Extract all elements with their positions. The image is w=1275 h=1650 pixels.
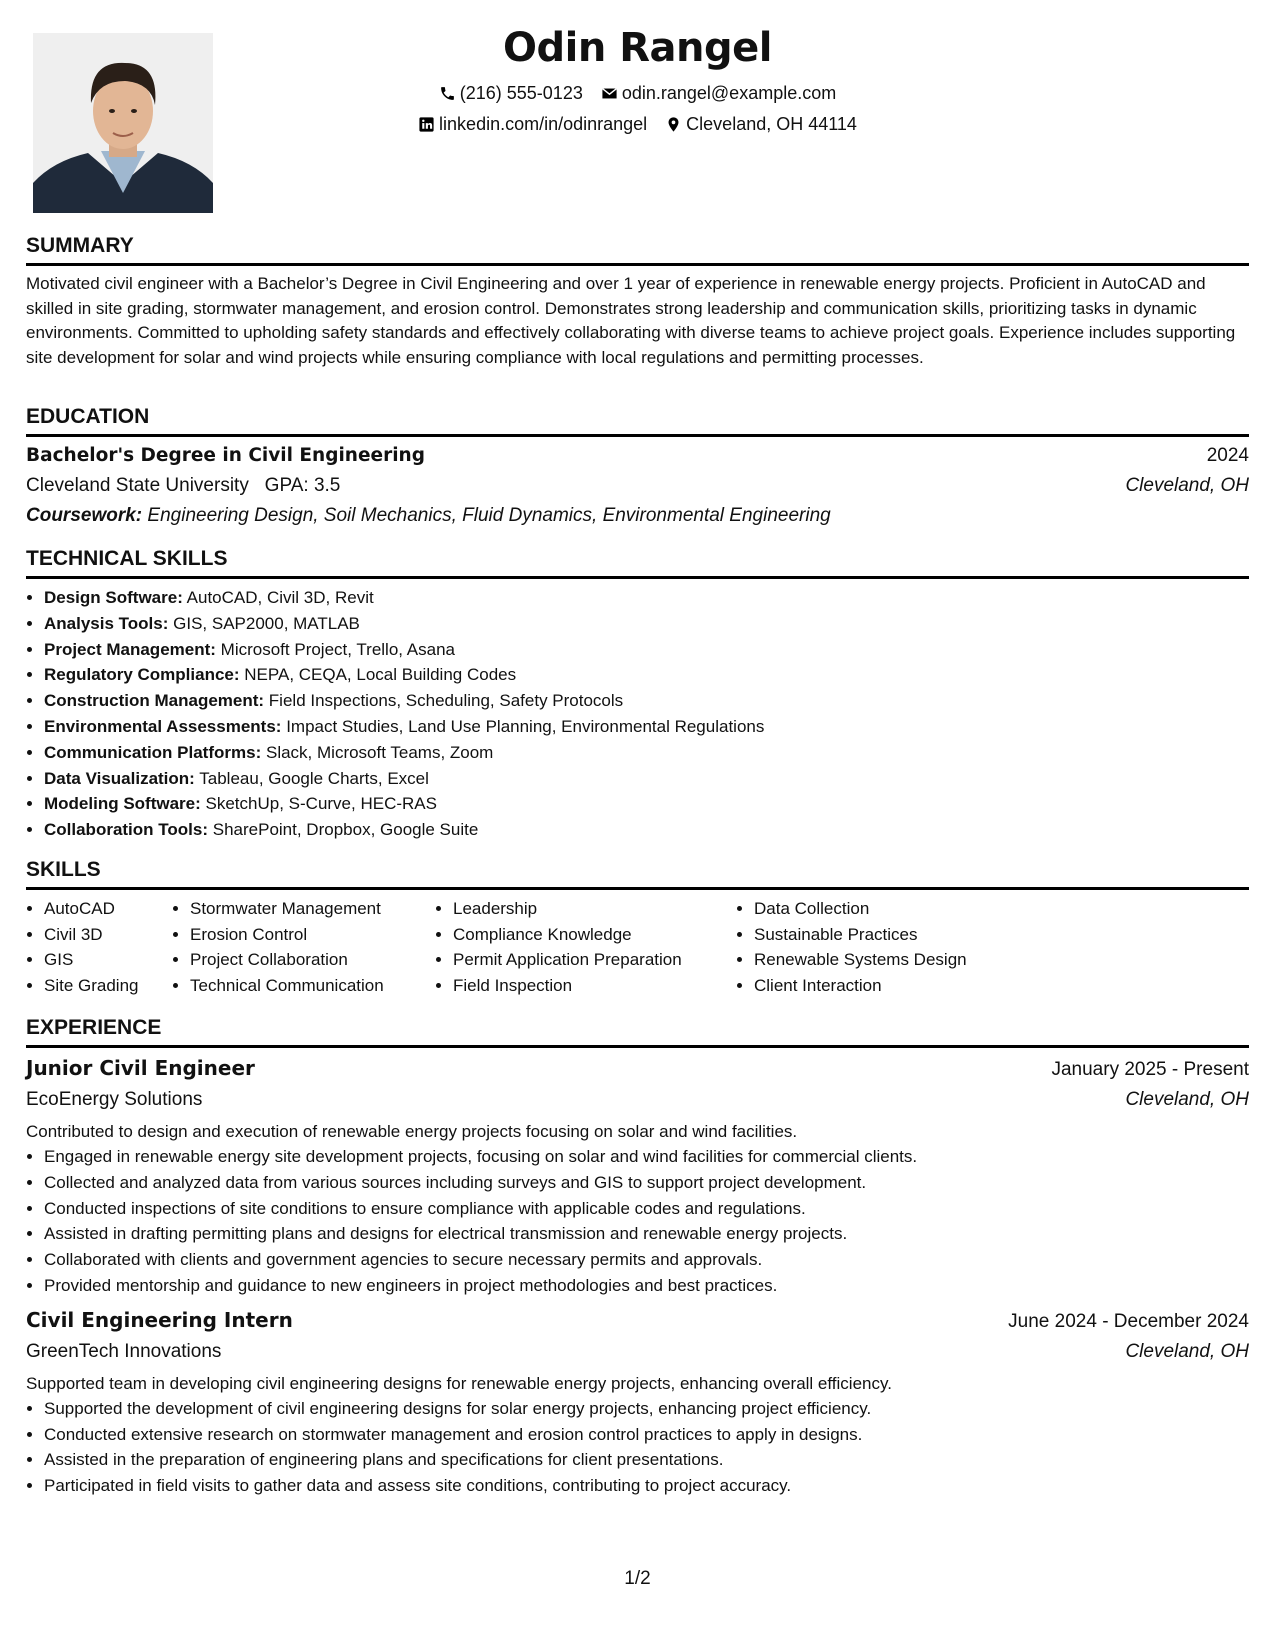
linkedin-icon: [418, 116, 435, 133]
job-location: Cleveland, OH: [1125, 1340, 1249, 1362]
coursework-label: Coursework:: [26, 505, 143, 526]
list-item: • Assisted in the preparation of engineering plans and specifications for client presentations.: [44, 1447, 1249, 1473]
list-item: • Client Interaction: [754, 973, 1014, 999]
list-item: • Assisted in drafting permitting plans and designs for electrical transmission and renewable energy projects.: [44, 1221, 1249, 1247]
job-bullets: [26, 1144, 1249, 1299]
gpa: GPA: 3.5: [264, 475, 341, 496]
list-item: • Data Visualization: Tableau, Google Charts, Excel: [44, 766, 1249, 792]
school-name: Cleveland State University: [26, 475, 249, 496]
list-item: • AutoCAD: [44, 896, 172, 922]
list-item: • Conducted inspections of site conditions to ensure compliance with applicable codes and regulations.: [44, 1196, 1249, 1222]
section-title: SUMMARY: [26, 232, 1249, 266]
summary-text: Motivated civil engineer with a Bachelor’s Degree in Civil Engineering and over 1 year of experience in renewable energy projects. Proficient in AutoCAD and skilled in site grading, stormwater management, and erosion control. Demonstrates strong leadership and communication skills, prioritizing tasks in dynamic environments. Committed to upholding safety standards and effectively collaborating with diverse teams to achieve project goals. Experience includes supporting site development for solar and wind projects while ensuring compliance with local regulations and permitting processes.: [26, 274, 1236, 367]
section-title: SKILLS: [26, 856, 1249, 890]
linkedin-text[interactable]: linkedin.com/in/odinrangel: [439, 114, 648, 134]
location-contact: [665, 109, 857, 140]
resume-page: [26, 0, 1249, 1650]
list-item: • Analysis Tools: GIS, SAP2000, MATLAB: [44, 611, 1249, 637]
list-item: • Project Management: Microsoft Project, Trello, Asana: [44, 637, 1249, 663]
graduation-year: 2024: [1206, 445, 1249, 466]
list-item: • Participated in field visits to gather data and assess site conditions, contributing to project accuracy.: [44, 1473, 1249, 1499]
list-item: • Engaged in renewable energy site development projects, focusing on solar and wind facilities for commercial clients.: [44, 1144, 1249, 1170]
coursework: [26, 501, 1249, 531]
job-entry: [26, 1053, 1249, 1299]
skills-column: [435, 896, 736, 999]
technical-skills-list: [26, 585, 1249, 843]
summary-section: [26, 232, 1249, 370]
list-item: • Data Collection: [754, 896, 1014, 922]
job-dates: June 2024 - December 2024: [1008, 1310, 1249, 1332]
job-title: Civil Engineering Intern: [26, 1307, 293, 1332]
list-item: • Site Grading: [44, 973, 172, 999]
list-item: • Sustainable Practices: [754, 922, 1014, 948]
list-item: • Conducted extensive research on stormwater management and erosion control practices to apply in designs.: [44, 1422, 1249, 1448]
technical-skills-section: [26, 545, 1249, 843]
email-text[interactable]: odin.rangel@example.com: [621, 83, 837, 103]
job-entry: [26, 1305, 1249, 1499]
skills-column: [736, 896, 1014, 999]
job-title: Junior Civil Engineer: [26, 1056, 255, 1080]
job-description: Supported team in developing civil engineering designs for renewable energy projects, enhancing overall efficiency.: [26, 1373, 892, 1393]
list-item: • Permit Application Preparation: [453, 947, 736, 973]
list-item: • Environmental Assessments: Impact Studies, Land Use Planning, Environmental Regulations: [44, 714, 1249, 740]
list-item: • Compliance Knowledge: [453, 922, 736, 948]
list-item: • Supported the development of civil engineering designs for solar energy projects, enhancing project efficiency.: [44, 1396, 1249, 1422]
company-name: EcoEnergy Solutions: [26, 1089, 203, 1110]
list-item: • Design Software: AutoCAD, Civil 3D, Revit: [44, 585, 1249, 611]
contact-line-1: [26, 78, 1249, 109]
job-dates: January 2025 - Present: [1051, 1059, 1249, 1080]
skills-column: [172, 896, 435, 999]
education-section: [26, 403, 1249, 531]
list-item: • Collected and analyzed data from various sources including surveys and GIS to support project development.: [44, 1170, 1249, 1196]
location-text: Cleveland, OH 44114: [686, 114, 857, 134]
list-item: • Construction Management: Field Inspections, Scheduling, Safety Protocols: [44, 688, 1249, 714]
coursework-text: Engineering Design, Soil Mechanics, Fluid Dynamics, Environmental Engineering: [147, 505, 831, 526]
school-line: [26, 471, 340, 501]
section-title: TECHNICAL SKILLS: [26, 545, 1249, 579]
job-description: Contributed to design and execution of renewable energy projects focusing on solar and wind facilities.: [26, 1122, 798, 1141]
skills-grid: [26, 896, 1249, 999]
skills-section: [26, 856, 1249, 999]
list-item: • Collaboration Tools: SharePoint, Dropbox, Google Suite: [44, 817, 1249, 843]
section-title: EXPERIENCE: [26, 1014, 1249, 1048]
phone-icon: [439, 85, 456, 102]
email-contact[interactable]: [601, 78, 836, 109]
list-item: • Civil 3D: [44, 922, 172, 948]
phone-text: (216) 555-0123: [459, 83, 583, 103]
list-item: • Field Inspection: [453, 973, 736, 999]
degree: Bachelor's Degree in Civil Engineering: [26, 445, 425, 466]
list-item: • Regulatory Compliance: NEPA, CEQA, Local Building Codes: [44, 662, 1249, 688]
job-location: Cleveland, OH: [1125, 1089, 1249, 1110]
phone-contact: [439, 78, 583, 109]
list-item: • Collaborated with clients and government agencies to secure necessary permits and approvals.: [44, 1247, 1249, 1273]
list-item: • GIS: [44, 947, 172, 973]
list-item: • Modeling Software: SketchUp, S-Curve, HEC-RAS: [44, 791, 1249, 817]
company-name: GreenTech Innovations: [26, 1340, 222, 1362]
list-item: • Provided mentorship and guidance to new engineers in project methodologies and best practices.: [44, 1273, 1249, 1299]
contact-line-2: [26, 109, 1249, 140]
linkedin-contact[interactable]: [418, 109, 647, 140]
skills-column: [26, 896, 172, 999]
list-item: • Technical Communication: [190, 973, 435, 999]
envelope-icon: [601, 85, 618, 102]
candidate-name: Odin Rangel: [503, 25, 772, 71]
list-item: • Renewable Systems Design: [754, 947, 1014, 973]
list-item: • Stormwater Management: [190, 896, 435, 922]
experience-section: [26, 1014, 1249, 1499]
section-title: EDUCATION: [26, 403, 1249, 437]
list-item: • Communication Platforms: Slack, Microsoft Teams, Zoom: [44, 740, 1249, 766]
page-number: 1/2: [624, 1568, 651, 1589]
list-item: • Erosion Control: [190, 922, 435, 948]
school-location: Cleveland, OH: [1125, 475, 1249, 496]
list-item: • Leadership: [453, 896, 736, 922]
job-bullets: [26, 1396, 1249, 1499]
map-pin-icon: [665, 116, 682, 133]
list-item: • Project Collaboration: [190, 947, 435, 973]
header: [26, 18, 1249, 140]
